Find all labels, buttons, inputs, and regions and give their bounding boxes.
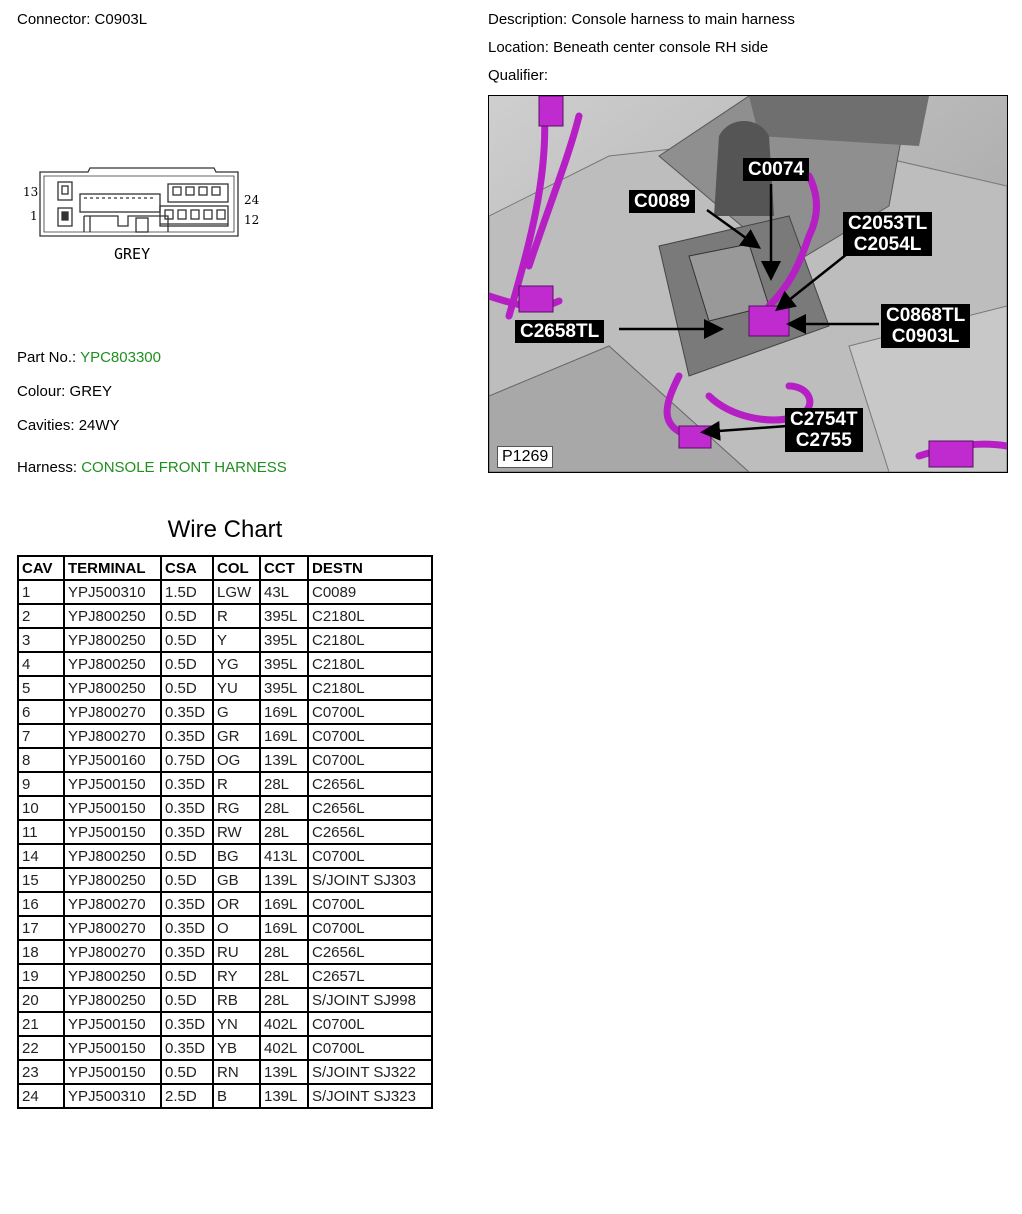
cell-terminal: YPJ500150	[64, 1060, 161, 1084]
cell-cct: 28L	[260, 964, 308, 988]
wire-chart-table	[17, 555, 433, 1109]
table-row	[18, 892, 432, 916]
cell-csa: 0.5D	[161, 988, 213, 1012]
cell-csa: 0.35D	[161, 1012, 213, 1036]
cell-col: GR	[213, 724, 260, 748]
cell-cav: 1	[18, 580, 64, 604]
pin-label-24: 24	[244, 193, 260, 207]
cell-destn: S/JOINT SJ322	[308, 1060, 432, 1084]
cell-destn: C2180L	[308, 604, 432, 628]
cell-cav: 21	[18, 1012, 64, 1036]
callout-c0868tl-c0903l: C0868TL C0903L	[881, 304, 970, 348]
cell-destn: C0089	[308, 580, 432, 604]
cell-terminal: YPJ500150	[64, 796, 161, 820]
cell-col: Y	[213, 628, 260, 652]
harness-field	[17, 459, 287, 477]
header-cav: CAV	[18, 556, 64, 580]
location-value: Beneath center console RH side	[553, 39, 769, 56]
table-row	[18, 916, 432, 940]
callout-c0089: C0089	[629, 190, 695, 213]
cell-csa: 0.35D	[161, 892, 213, 916]
cell-terminal: YPJ800250	[64, 964, 161, 988]
cell-destn: C0700L	[308, 748, 432, 772]
cell-destn: C2180L	[308, 628, 432, 652]
table-row	[18, 676, 432, 700]
cell-destn: C2656L	[308, 820, 432, 844]
cell-csa: 0.5D	[161, 1060, 213, 1084]
cell-col: YU	[213, 676, 260, 700]
cell-terminal: YPJ500160	[64, 748, 161, 772]
cell-destn: C0700L	[308, 844, 432, 868]
cell-terminal: YPJ800250	[64, 988, 161, 1012]
cell-cav: 4	[18, 652, 64, 676]
cell-terminal: YPJ800250	[64, 868, 161, 892]
cell-cct: 139L	[260, 868, 308, 892]
cell-csa: 0.35D	[161, 1036, 213, 1060]
cell-csa: 0.35D	[161, 940, 213, 964]
cell-cct: 402L	[260, 1012, 308, 1036]
cell-destn: C0700L	[308, 700, 432, 724]
cell-terminal: YPJ800270	[64, 940, 161, 964]
cell-cct: 139L	[260, 1084, 308, 1108]
cell-col: RN	[213, 1060, 260, 1084]
cell-col: YB	[213, 1036, 260, 1060]
table-row	[18, 796, 432, 820]
table-row	[18, 580, 432, 604]
table-row	[18, 1084, 432, 1108]
cell-col: OG	[213, 748, 260, 772]
cell-csa: 0.35D	[161, 820, 213, 844]
cell-terminal: YPJ800250	[64, 628, 161, 652]
cell-destn: C2657L	[308, 964, 432, 988]
cell-cct: 28L	[260, 940, 308, 964]
cell-cav: 20	[18, 988, 64, 1012]
cell-csa: 0.5D	[161, 628, 213, 652]
cell-col: RW	[213, 820, 260, 844]
cell-col: GB	[213, 868, 260, 892]
callout-c2658tl: C2658TL	[515, 320, 604, 343]
connector-colour-label: GREY	[114, 245, 151, 263]
cell-terminal: YPJ500150	[64, 1036, 161, 1060]
cell-terminal: YPJ800250	[64, 652, 161, 676]
description-label: Description:	[488, 11, 568, 28]
table-row	[18, 820, 432, 844]
photo-reference: P1269	[497, 446, 553, 468]
connector-label: Connector:	[17, 11, 91, 28]
cell-terminal: YPJ800250	[64, 604, 161, 628]
table-row	[18, 700, 432, 724]
cell-cav: 3	[18, 628, 64, 652]
cell-csa: 0.5D	[161, 604, 213, 628]
table-row	[18, 748, 432, 772]
cell-destn: C0700L	[308, 724, 432, 748]
table-row	[18, 940, 432, 964]
callout-c2754t-c2755: C2754T C2755	[785, 408, 863, 452]
cell-csa: 0.5D	[161, 844, 213, 868]
cell-csa: 0.5D	[161, 964, 213, 988]
part-number-label: Part No.:	[17, 349, 77, 366]
cell-destn: C0700L	[308, 1012, 432, 1036]
cell-destn: C0700L	[308, 1036, 432, 1060]
cell-col: RG	[213, 796, 260, 820]
table-row	[18, 724, 432, 748]
cell-cct: 28L	[260, 988, 308, 1012]
cell-cct: 139L	[260, 748, 308, 772]
cell-cav: 6	[18, 700, 64, 724]
cell-col: YN	[213, 1012, 260, 1036]
cell-cav: 16	[18, 892, 64, 916]
cell-cct: 28L	[260, 772, 308, 796]
cell-csa: 0.5D	[161, 652, 213, 676]
cell-destn: C2656L	[308, 772, 432, 796]
table-row	[18, 772, 432, 796]
cell-csa: 0.35D	[161, 772, 213, 796]
cell-cct: 28L	[260, 796, 308, 820]
cell-cct: 395L	[260, 676, 308, 700]
wire-chart-header-row	[18, 556, 432, 580]
cell-cav: 10	[18, 796, 64, 820]
table-row	[18, 868, 432, 892]
cell-terminal: YPJ500150	[64, 1012, 161, 1036]
colour-label: Colour:	[17, 383, 66, 400]
cell-terminal: YPJ800270	[64, 700, 161, 724]
harness-link[interactable]: CONSOLE FRONT HARNESS	[81, 459, 287, 476]
cell-cav: 7	[18, 724, 64, 748]
cell-cav: 8	[18, 748, 64, 772]
cell-cav: 11	[18, 820, 64, 844]
cell-csa: 0.35D	[161, 724, 213, 748]
cell-destn: S/JOINT SJ323	[308, 1084, 432, 1108]
cell-terminal: YPJ500310	[64, 1084, 161, 1108]
cell-cct: 169L	[260, 700, 308, 724]
table-row	[18, 844, 432, 868]
cell-cav: 2	[18, 604, 64, 628]
table-row	[18, 1036, 432, 1060]
connector-field	[17, 11, 147, 29]
cell-col: YG	[213, 652, 260, 676]
cell-destn: S/JOINT SJ998	[308, 988, 432, 1012]
cell-destn: C2656L	[308, 940, 432, 964]
cell-cct: 43L	[260, 580, 308, 604]
cell-col: RB	[213, 988, 260, 1012]
header-col: COL	[213, 556, 260, 580]
cell-cav: 9	[18, 772, 64, 796]
cell-cct: 413L	[260, 844, 308, 868]
part-number-link[interactable]: YPC803300	[80, 349, 161, 366]
description-value: Console harness to main harness	[571, 11, 795, 28]
cell-col: R	[213, 604, 260, 628]
table-row	[18, 988, 432, 1012]
callout-c0074: C0074	[743, 158, 809, 181]
cell-col: RU	[213, 940, 260, 964]
cell-csa: 1.5D	[161, 580, 213, 604]
cell-cav: 22	[18, 1036, 64, 1060]
cell-cav: 5	[18, 676, 64, 700]
header-csa: CSA	[161, 556, 213, 580]
cell-cct: 402L	[260, 1036, 308, 1060]
cell-col: OR	[213, 892, 260, 916]
cell-csa: 0.5D	[161, 868, 213, 892]
cell-terminal: YPJ500310	[64, 580, 161, 604]
cell-destn: C2180L	[308, 676, 432, 700]
cell-csa: 0.5D	[161, 676, 213, 700]
cell-col: RY	[213, 964, 260, 988]
table-row	[18, 964, 432, 988]
location-photo	[488, 95, 1008, 473]
connector-value: C0903L	[94, 11, 148, 28]
cell-cct: 169L	[260, 724, 308, 748]
cell-terminal: YPJ800270	[64, 724, 161, 748]
cell-csa: 0.35D	[161, 796, 213, 820]
cell-destn: C0700L	[308, 916, 432, 940]
cell-csa: 2.5D	[161, 1084, 213, 1108]
cell-cav: 19	[18, 964, 64, 988]
cell-terminal: YPJ800250	[64, 844, 161, 868]
table-row	[18, 628, 432, 652]
table-row	[18, 1060, 432, 1084]
location-label: Location:	[488, 39, 549, 56]
pin-label-1: 1	[30, 209, 38, 223]
cell-csa: 0.75D	[161, 748, 213, 772]
cell-destn: S/JOINT SJ303	[308, 868, 432, 892]
connector-face-diagram	[18, 160, 278, 270]
location-field	[488, 39, 768, 57]
cell-cct: 395L	[260, 604, 308, 628]
cell-terminal: YPJ500150	[64, 772, 161, 796]
callout-c2053tl-c2054l: C2053TL C2054L	[843, 212, 932, 256]
qualifier-label: Qualifier:	[488, 67, 549, 84]
cell-col: BG	[213, 844, 260, 868]
cell-cav: 23	[18, 1060, 64, 1084]
cell-cav: 18	[18, 940, 64, 964]
cell-terminal: YPJ800270	[64, 892, 161, 916]
header-destn: DESTN	[308, 556, 432, 580]
cell-cct: 395L	[260, 652, 308, 676]
table-row	[18, 652, 432, 676]
cell-cct: 28L	[260, 820, 308, 844]
cell-terminal: YPJ800250	[64, 676, 161, 700]
pin-label-12: 12	[244, 213, 260, 227]
cell-cct: 139L	[260, 1060, 308, 1084]
cell-terminal: YPJ500150	[64, 820, 161, 844]
colour-field	[17, 383, 112, 401]
cell-destn: C2656L	[308, 796, 432, 820]
description-field	[488, 11, 795, 29]
cell-col: B	[213, 1084, 260, 1108]
wire-chart-body	[18, 580, 432, 1108]
cell-destn: C0700L	[308, 892, 432, 916]
part-number-field	[17, 349, 161, 367]
cell-terminal: YPJ800270	[64, 916, 161, 940]
cell-cav: 14	[18, 844, 64, 868]
cell-col: LGW	[213, 580, 260, 604]
table-row	[18, 1012, 432, 1036]
pin-label-13: 13	[23, 185, 39, 199]
table-row	[18, 604, 432, 628]
wire-chart-title: Wire Chart	[167, 516, 283, 543]
cell-cct: 395L	[260, 628, 308, 652]
header-terminal: TERMINAL	[64, 556, 161, 580]
cell-csa: 0.35D	[161, 916, 213, 940]
cavities-field	[17, 417, 120, 435]
vehicle-interior-illustration	[489, 96, 1007, 472]
cavities-label: Cavities:	[17, 417, 75, 434]
cell-cct: 169L	[260, 916, 308, 940]
cavities-value: 24WY	[78, 417, 120, 434]
cell-cav: 15	[18, 868, 64, 892]
cell-cav: 24	[18, 1084, 64, 1108]
cell-destn: C2180L	[308, 652, 432, 676]
cell-col: G	[213, 700, 260, 724]
qualifier-field	[488, 67, 548, 85]
header-cct: CCT	[260, 556, 308, 580]
cell-col: R	[213, 772, 260, 796]
cell-cav: 17	[18, 916, 64, 940]
harness-label: Harness:	[17, 459, 78, 476]
cell-col: O	[213, 916, 260, 940]
cell-csa: 0.35D	[161, 700, 213, 724]
colour-value: GREY	[69, 383, 113, 400]
cell-cct: 169L	[260, 892, 308, 916]
